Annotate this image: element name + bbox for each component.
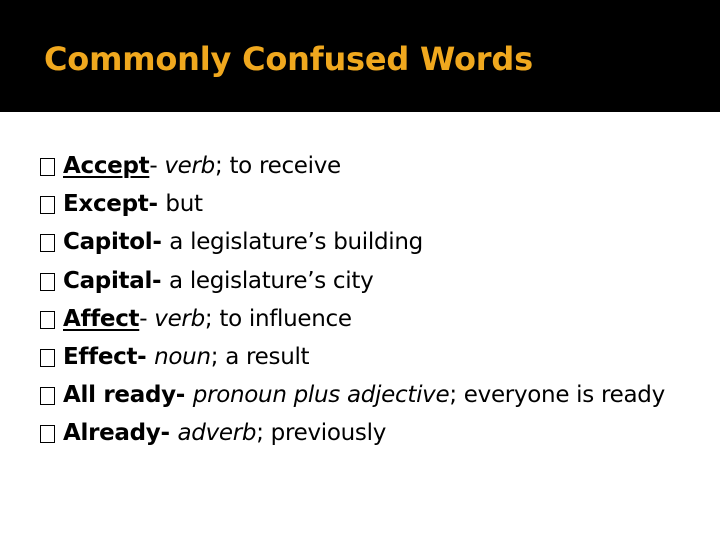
part-of-speech: noun (154, 344, 211, 371)
pos-separator: ; (256, 420, 271, 447)
bullet-box-icon (40, 158, 55, 176)
list-item (38, 338, 688, 376)
pos-separator: ; (204, 305, 220, 332)
term-separator: - (137, 344, 155, 371)
title-bar (0, 0, 720, 112)
term: Except (63, 191, 149, 218)
word-list (38, 147, 688, 453)
term: All ready (63, 382, 176, 409)
term: Capitol (63, 229, 153, 256)
definition: to receive (229, 153, 341, 179)
term-separator: - (149, 153, 165, 179)
bullet-box-icon (40, 273, 55, 291)
term-separator: - (152, 229, 170, 256)
definition: but (165, 191, 203, 218)
part-of-speech: verb (154, 305, 205, 332)
bullet-box-icon (40, 349, 55, 367)
bullet-box-icon (40, 311, 55, 329)
part-of-speech: pronoun plus adjective (192, 382, 450, 409)
term-separator: - (160, 420, 178, 447)
pos-separator: ; (449, 382, 464, 409)
term: Already (63, 420, 161, 447)
term: Effect (63, 344, 138, 371)
term: Capital (63, 267, 153, 294)
definition: to influence (219, 305, 352, 332)
pos-separator: ; (214, 153, 230, 179)
bullet-box-icon (40, 234, 55, 252)
definition: previously (270, 420, 387, 447)
part-of-speech: verb (164, 153, 215, 179)
term-separator: - (148, 191, 166, 218)
list-item (38, 262, 688, 300)
term-separator: - (139, 305, 155, 332)
definition: a legislature’s city (169, 267, 374, 294)
term: Accept (63, 153, 150, 179)
list-item (38, 414, 688, 452)
term: Affect (63, 305, 140, 332)
list-item (38, 147, 688, 185)
list-item (38, 223, 688, 261)
slide-title: Commonly Confused Words (44, 40, 533, 78)
definition: a legislature’s building (169, 229, 423, 256)
part-of-speech: adverb (177, 420, 257, 447)
definition: everyone is ready (463, 382, 665, 409)
definition: a result (225, 344, 310, 371)
bullet-box-icon (40, 425, 55, 443)
bullet-box-icon (40, 387, 55, 405)
list-item (38, 376, 688, 414)
bullet-box-icon (40, 196, 55, 214)
term-separator: - (152, 267, 170, 294)
list-item (38, 300, 688, 338)
term-separator: - (175, 382, 193, 409)
list-item (38, 185, 688, 223)
pos-separator: ; (210, 344, 226, 371)
